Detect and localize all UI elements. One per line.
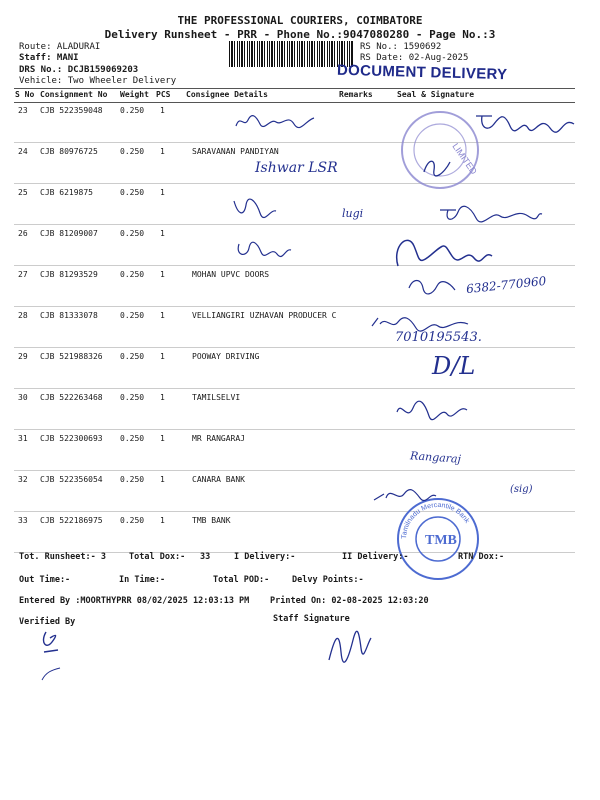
table-row: [14, 511, 575, 553]
handwritten-phone: 6382-770960: [465, 273, 547, 297]
row-consignee: CANARA BANK: [192, 475, 245, 484]
handwritten-remark: lugi: [342, 207, 364, 220]
col-consignment: Consignment No: [40, 90, 108, 99]
total-dox-value: 33: [200, 552, 211, 562]
col-remarks: Remarks: [339, 90, 373, 99]
handwritten-signature: [470, 106, 580, 140]
row-weight: 0.250: [120, 229, 145, 238]
printed-on: Printed On: 02-08-2025 12:03:20: [270, 596, 429, 606]
vehicle-label: Vehicle: Two Wheeler Delivery: [19, 76, 177, 86]
row-sno: 25: [18, 188, 28, 197]
seal-ring-text: LIMITED: [450, 141, 479, 177]
row-weight: 0.250: [120, 188, 145, 197]
verified-by: Verified By: [19, 617, 76, 627]
row-sno: 29: [18, 352, 28, 361]
verifier-signature: [36, 628, 66, 658]
row-consignment: CJB 522359048: [40, 106, 103, 115]
out-time: Out Time:-: [19, 575, 71, 585]
row-sno: 27: [18, 270, 28, 279]
seal-ring-text: Tamilnadu Mercantile Bank: [400, 501, 471, 540]
row-sno: 23: [18, 106, 28, 115]
handwritten-delivered-mark: D/L: [432, 352, 476, 380]
row-weight: 0.250: [120, 475, 145, 484]
row-consignee: TAMILSELVI: [192, 393, 241, 402]
handwritten-signature: [230, 108, 320, 134]
col-pcs: PCS: [156, 90, 171, 99]
row-sno: 32: [18, 475, 28, 484]
handwritten-signature: [233, 234, 293, 262]
handwritten-signature: [393, 396, 473, 426]
row-pcs: 1: [160, 516, 165, 525]
handwritten-phone: 7010195543.: [395, 330, 482, 345]
row-weight: 0.250: [120, 434, 145, 443]
row-pcs: 1: [160, 352, 165, 361]
handwritten-name: Rangaraj: [409, 449, 462, 466]
row-consignment: CJB 80976725: [40, 147, 98, 156]
table-row: [14, 388, 575, 430]
row-sno: 30: [18, 393, 28, 402]
drs-number: DRS No.: DCJB159069203: [19, 65, 139, 75]
row-sno: 31: [18, 434, 28, 443]
row-sno: 26: [18, 229, 28, 238]
rs-number: RS No.: 1590692: [360, 42, 442, 52]
row-consignment: CJB 81293529: [40, 270, 98, 279]
row-pcs: 1: [160, 270, 165, 279]
barcode: [229, 41, 354, 67]
in-time: In Time:-: [119, 575, 166, 585]
seal-center-text: TMB: [425, 533, 457, 548]
i-delivery: I Delivery:-: [234, 552, 296, 562]
total-runsheet: Tot. Runsheet:- 3: [19, 552, 106, 562]
row-consignment: CJB 522356054: [40, 475, 103, 484]
row-sno: 28: [18, 311, 28, 320]
col-consignee: Consignee Details: [186, 90, 268, 99]
row-consignment: CJB 81333078: [40, 311, 98, 320]
row-consignment: CJB 522186975: [40, 516, 103, 525]
handwritten-initials: [418, 152, 458, 180]
document-delivery-stamp: DOCUMENT DELIVERY: [336, 61, 508, 84]
table-row: [14, 347, 575, 389]
row-consignee: TMB BANK: [192, 516, 231, 525]
handwritten-signature: [388, 226, 498, 272]
row-pcs: 1: [160, 106, 165, 115]
table-row: [14, 429, 575, 471]
row-consignment: CJB 6219875: [40, 188, 93, 197]
row-pcs: 1: [160, 188, 165, 197]
total-pod: Total POD:-: [213, 575, 270, 585]
handwritten-signature: [405, 274, 465, 298]
handwritten-note: Ishwar LSR: [255, 160, 338, 176]
col-weight: Weight: [120, 90, 149, 99]
row-consignee: SARAVANAN PANDIYAN: [192, 147, 279, 156]
delvy-points: Delvy Points:-: [292, 575, 364, 585]
ink-mark: [40, 666, 64, 686]
runsheet-subtitle: Delivery Runsheet - PRR - Phone No.:9047080280 - Page No.:3: [104, 28, 496, 41]
row-weight: 0.250: [120, 270, 145, 279]
row-sno: 33: [18, 516, 28, 525]
row-pcs: 1: [160, 475, 165, 484]
row-pcs: 1: [160, 393, 165, 402]
row-pcs: 1: [160, 147, 165, 156]
row-consignee: POOWAY DRIVING: [192, 352, 260, 361]
table-row: [14, 470, 575, 512]
bank-seal: [392, 493, 487, 588]
total-dox-label: Total Dox:-: [129, 552, 186, 562]
handwritten-note: (sig): [510, 484, 533, 495]
row-consignee: MOHAN UPVC DOORS: [192, 270, 270, 279]
entered-by: Entered By :MOORTHYPRR 08/02/2025 12:03:13 PM: [19, 596, 250, 606]
row-weight: 0.250: [120, 147, 145, 156]
row-pcs: 1: [160, 229, 165, 238]
col-signature: Seal & Signature: [397, 90, 475, 99]
row-weight: 0.250: [120, 106, 145, 115]
rs-date: RS Date: 02-Aug-2025: [360, 53, 469, 63]
row-weight: 0.250: [120, 393, 145, 402]
row-consignee: MR RANGARAJ: [192, 434, 245, 443]
row-pcs: 1: [160, 311, 165, 320]
handwritten-signature: [370, 482, 440, 506]
ii-delivery: II Delivery:-: [342, 552, 409, 562]
staff-label: Staff: MANI: [19, 53, 79, 63]
row-weight: 0.250: [120, 311, 145, 320]
row-weight: 0.250: [120, 516, 145, 525]
row-pcs: 1: [160, 434, 165, 443]
handwritten-signature: [436, 198, 546, 226]
row-consignment: CJB 522263468: [40, 393, 103, 402]
staff-signature-label: Staff Signature: [273, 614, 350, 624]
row-sno: 24: [18, 147, 28, 156]
row-consignment: CJB 522300693: [40, 434, 103, 443]
staff-signature: [325, 626, 375, 666]
row-consignment: CJB 81209007: [40, 229, 98, 238]
route-label: Route: ALADURAI: [19, 42, 101, 52]
col-sno: S No: [15, 90, 35, 99]
handwritten-signature: [230, 195, 280, 221]
row-weight: 0.250: [120, 352, 145, 361]
row-consignee: VELLIANGIRI UZHAVAN PRODUCER C: [192, 311, 337, 320]
row-consignment: CJB 521988326: [40, 352, 103, 361]
table-row: [14, 306, 575, 348]
company-title: THE PROFESSIONAL COURIERS, COIMBATORE: [177, 14, 423, 27]
rtn-dox: RTN Dox:-: [458, 552, 505, 562]
